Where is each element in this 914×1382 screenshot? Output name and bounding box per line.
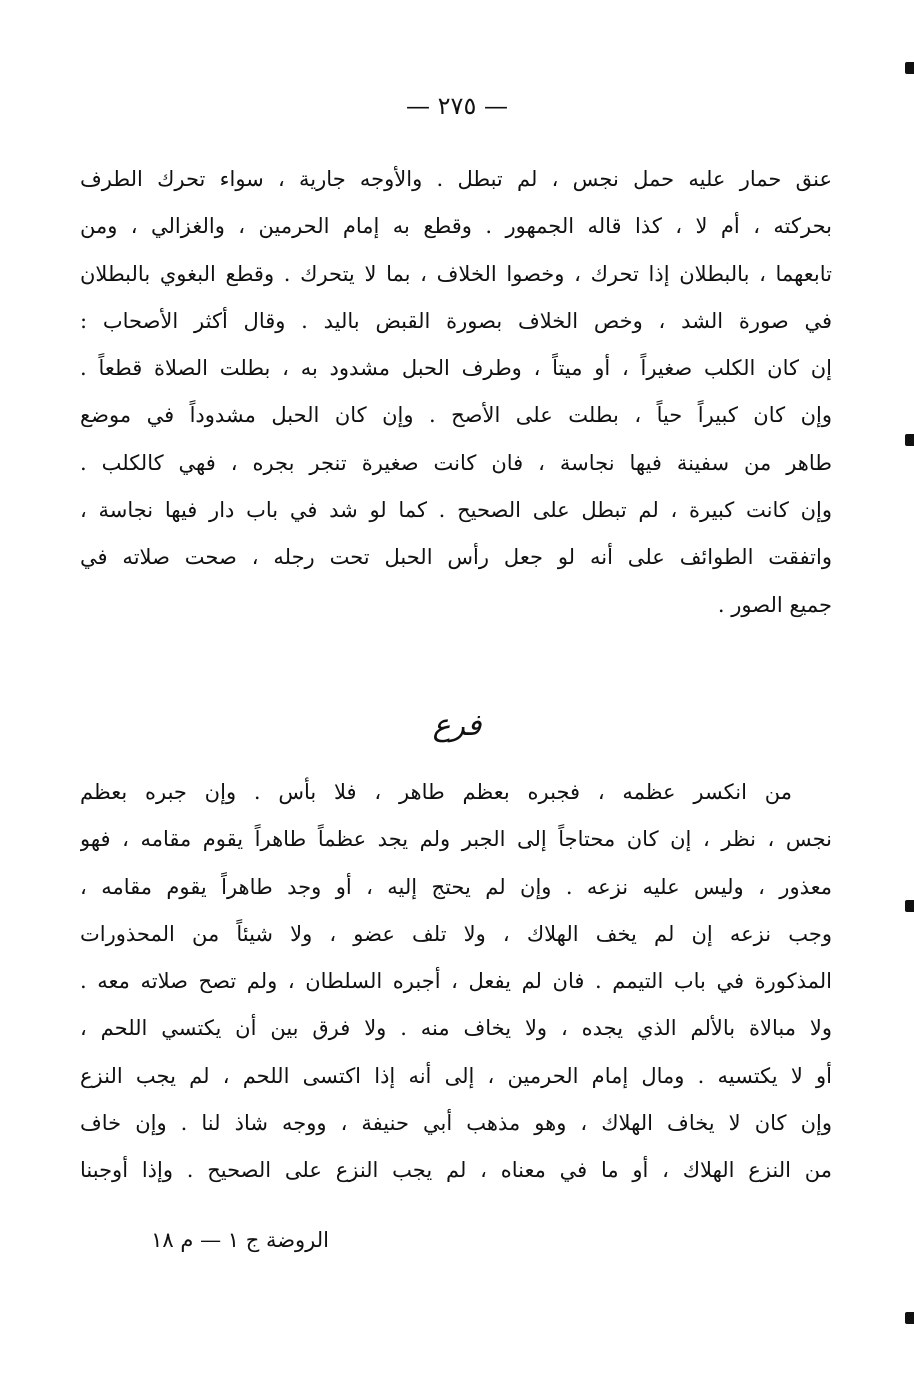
paragraph-2 [80,769,832,1195]
text-line: ولا مبالاة بالألم الذي يجده ، ولا يخاف منه . ولا فرق بين أن يكتسي اللحم ، [80,1016,832,1041]
text-line: المذكورة في باب التيمم . فان لم يفعل ، أجبره السلطان ، ولم تصح صلاته معه . [80,969,832,994]
paragraph-1 [80,156,832,629]
text-line: جميع الصور . [717,592,832,617]
text-line: في صورة الشد ، وخص الخلاف بصورة القبض باليد . وقال أكثر الأصحاب : [80,308,832,333]
text-line: من انكسر عظمه ، فجبره بعظم طاهر ، فلا بأس . وإن جبره بعظم [80,780,792,804]
page-number: — ٢٧٥ — [406,92,508,120]
footer-signature: الروضة ج ١ — م ١٨ [151,1228,329,1252]
text-line: معذور ، وليس عليه نزعه . وإن لم يحتج إليه ، أو وجد طاهراً يقوم مقامه ، [80,874,832,899]
text-line: نجس ، نظر ، إن كان محتاجاً إلى الجبر ولم يجد عظماً طاهراً يقوم مقامه ، فهو [80,827,832,852]
text-line: بحركته ، أم لا ، كذا قاله الجمهور . وقطع به إمام الحرمين ، والغزالي ، ومن [80,214,832,239]
text-line: عنق حمار عليه حمل نجس ، لم تبطل . والأوجه جارية ، سواء تحرك الطرف [80,167,832,191]
text-line: واتفقت الطوائف على أنه لو جعل رأس الحبل تحت رجله ، صحت صلاته في [80,545,832,570]
text-line: طاهر من سفينة فيها نجاسة ، فان كانت صغيرة تنجر بجره ، فهي كالكلب . [80,450,832,475]
margin-mark [905,900,914,912]
text-line: وإن كان لا يخاف الهلاك ، وهو مذهب أبي حنيفة ، ووجه شاذ لنا . وإن خاف [80,1111,832,1136]
text-line: من النزع الهلاك ، أو ما في معناه ، لم يجب النزع على الصحيح . وإذا أوجبنا [80,1158,832,1183]
text-line: وإن كانت كبيرة ، لم تبطل على الصحيح . كما لو شد في باب دار فيها نجاسة ، [80,498,832,523]
text-line: وجب نزعه إن لم يخف الهلاك ، ولا تلف عضو ، ولا شيئاً من المحذورات [80,921,832,946]
text-line: إن كان الكلب صغيراً ، أو ميتاً ، وطرف الحبل مشدود به ، بطلت الصلاة قطعاً . [80,356,832,381]
margin-mark [905,1312,914,1324]
text-line: أو لا يكتسيه . ومال إمام الحرمين ، إلى أنه إذا اكتسى اللحم ، لم يجب النزع [80,1063,832,1088]
section-heading: فرع [432,708,482,743]
text-line: وإن كان كبيراً حياً ، بطلت على الأصح . وإن كان الحبل مشدوداً في موضع [80,403,832,428]
margin-mark [905,434,914,446]
margin-mark [905,62,914,74]
text-line: تابعهما ، بالبطلان إذا تحرك ، وخصوا الخلاف ، بما لا يتحرك . وقطع البغوي بالبطلان [80,261,832,286]
